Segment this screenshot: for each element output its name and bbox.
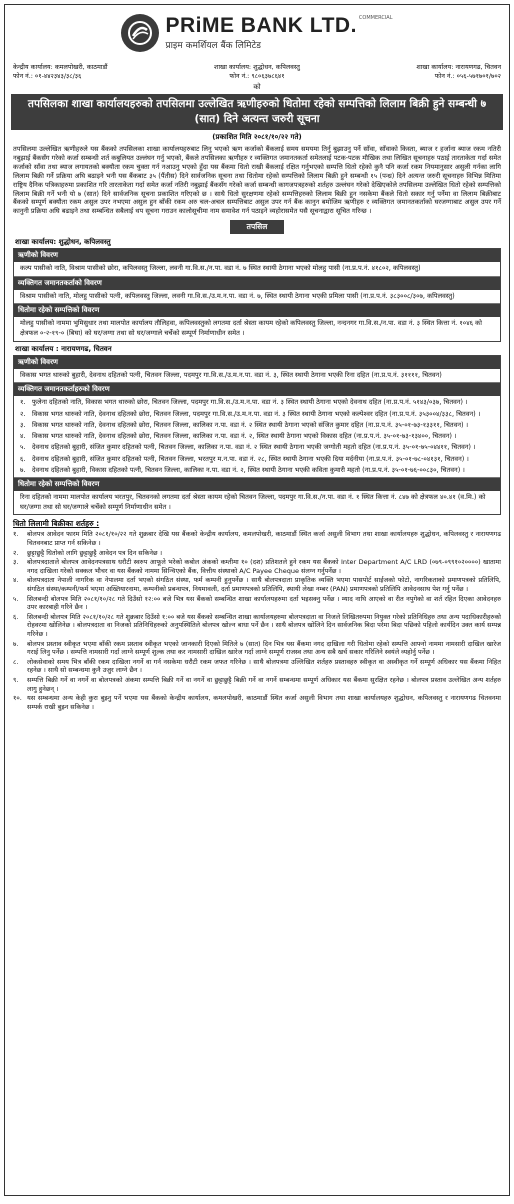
conditions-list xyxy=(5,530,509,711)
guarantor-item: ५. देवनाथ दहितको बुहारी, संजित कुमार दहितको पत्नी, चितवन जिल्ला, कालिका न.पा. वडा नं. २ स्थित स्थायी ठेगाना भएकी जग्गोती महतो दहित (ना.प्र.प.नं. ३५-०१-७५-०४४११, चितवन) । xyxy=(20,443,476,452)
bank-header xyxy=(5,5,509,59)
branch2-guarantors xyxy=(14,396,500,478)
branch1-label: शाखा कार्यालय: शुद्धोधन, कपिलवस्तु xyxy=(15,238,111,247)
condition-item: ८. लोकसेवाको समय भित्र बाँकी रकम दाखिला नगर्ने वा गर्न नसकेमा धरौटी रकम जफत गरिनेछ । साथै बोलपत्रमा उल्लिखित शर्तहरु प्रस्तावहरु स्वीकृत वा अस्वीकृत गर्ने सम्पूर्ण अधिकार यस बैंकमा निहित रहनेछ । साथै सो सम्बन्धमा कुनै उजुर लाग्ने छैन । xyxy=(13,657,501,675)
branch1-guarantor: विश्राम पासीको नाति, मोलहु पासीको पत्नी, कपिलवस्तु जिल्ला, लवनी गा.वि.स./उ.म.न.पा. वडा नं. ७, स्थित स्थायी ठेगाना भएकी प्रमिला पासी (ना.प्र.प.नं. ३८३००८/३०७, कपिलवस्तु) xyxy=(14,290,500,305)
notice-title: तपसिलका शाखा कार्यालयहरुको तपसिलमा उल्लेखित ऋणीहरुको धितोमा रहेको सम्पत्तिको लिलाम बिक्री हुने सम्बन्धी ७ (सात) दिने अत्यन्त जरुरी सूचना xyxy=(11,94,503,130)
condition-item: ६. सिलबन्दी बोलपत्र मिति २०८१/१०/२८ गते शुक्रबार दिउँसो १:०० बजे यस बैंकको सम्बन्धित शाखा कार्यालयहरुमा बोलपत्रदाता वा निजले लिखितरुपमा नियुक्त गरेको प्रतिनिधिहरु तथा अन्य पदाधिकारीहरुको रोहवरमा खोलिनेछ । बोलपत्रदाता वा निजको प्रतिनिधिहरुको अनुपस्थितिले बोलपत्र खोल्न बाधा पर्ने छैन । साथै बोलपत्र खोलिने दिन सार्वजनिक बिदा परेमा बिदा पछिको पहिलो कार्यदिन उक्त कार्य सम्पन्न गरिनेछ । xyxy=(13,612,501,639)
condition-item: २. छुट्टाछुट्टै धितोको लागि छुट्टाछुट्टै आवेदन पत्र दिन सकिनेछ । xyxy=(13,548,163,557)
guarantor-item: १. फुलेना दहितको नाति, विकास भगत थारुको छोरा, चितवन जिल्ला, पदमपुर गा.वि.स./उ.म.न.पा. वडा नं. ३ स्थित स्थायी ठेगाना भएको देवनाथ दहित (ना.प्र.प.नं. ५१४३/०३७, चितवन) । xyxy=(20,398,468,407)
conditions-heading: धितो लिलामी बिक्रीका शर्तहरु : xyxy=(13,519,100,529)
branch2-debtor-heading: ऋणीको विवरण xyxy=(14,356,500,369)
branch1-debtor-heading: ऋणीको विवरण xyxy=(14,249,500,262)
condition-item: ३. बोलपत्रदाताले बोलपत्र आवेदनपत्रसाथ धरौटी स्वरुप आफूले भरेको कबोल अंकको कम्तीमा १० (दश) प्रतिशतले हुने रकम यस बैंकको Inter Department A/C LRD (०७९-०९९१०२००००) खातामा नगद दाखिला गरेको सक्कल भौचर वा यस बैंकको नाममा सिन्चिएको बैंक, वित्तीय संस्थाको A/C Payee Cheque संलग्न गर्नुपर्नेछ । xyxy=(13,558,501,575)
condition-item: ४. बोलपत्रदाता नेपाली नागरिक वा नेपालमा दर्ता भएको संगठित संस्था, फर्म कम्पनी हुनुपर्नेछ । साथै बोलपत्रदाता प्राकृतिक व्यक्ति भएमा पासपोर्ट साईजको फोटो, नागरिकताको प्रमाणपत्रको प्रतिलिपि, संगठित संस्था/कम्पनी/फर्म भएमा अख्तियारनामा, कम्पनीको प्रबन्धपत्र, नियमावली, दर्ता प्रमाणपत्रको प्रतिलिपि, स्थायी लेखा नम्बर (PAN) प्रमाणपत्रको प्रतिलिपि आवेदनसाथ पेश गर्नु पर्नेछ । xyxy=(13,576,501,594)
guarantor-item: ७. देवनाथ दहितको बुहारी, विकास दहितको पत्नी, चितवन जिल्ला, कालिका न.पा. वडा नं. २, स्थित स्थायी ठेगाना भएकी कविता कुमारी महतो (ना.प्र.प.नं. ३५-०१-७६-००८३०, चितवन) । xyxy=(20,466,465,474)
condition-item: ७. बोलपत्र प्रस्ताव स्वीकृत भएमा बाँकी रकम प्रस्ताव स्वीकृत भएको जानकारी दिएको मितिले ७ (सात) दिन भित्र यस बैंकमा नगद दाखिला गरी धितोमा रहेको सम्पत्ति आफ्नो नाममा नामसारी दाखिल खारेज गराई लिनु पर्नेछ । सम्पत्ति नामसारी गर्दा लाग्ने सम्पूर्ण शुल्क तथा कर नामसारी दाखिल खारेज गर्दा लाग्ने सम्पूर्ण राजस्व तथा अन्य सबै खर्च सकार गरिलिने स्वयंले व्यहोर्नु पर्नेछ । xyxy=(13,639,501,657)
office-central: केन्द्रीय कार्यालय: कमलपोखरी, काठमाडौं फोन नं.: ०१-४४२३४३/३८/३६ xyxy=(13,63,108,80)
notice-page xyxy=(4,4,510,1196)
bank-name: PRiME BANK LTD. xyxy=(165,14,357,37)
guarantor-item: ४. विकास भगत थारुको नाति, देवनाथ दहितको छोरा, चितवन जिल्ला, कालिका न.पा. वडा नं. २, स्थित स्थायी ठेगाना भएको विकास दहित (ना.प्र.प.नं. ३५-०१-७३-१३४००, चितवन) । xyxy=(20,432,457,441)
branch2-guarantors-heading: व्यक्तिगत जमानतकर्ताहरुको विवरण xyxy=(14,383,500,396)
branch2-debtor: विकास भगत थारुको बुहारी, देवनाथ दहितको पत्नी, चितवन जिल्ला, पदमपुर गा.वि.स./उ.म.न.पा. वडा नं. ३, स्थित स्थायी ठेगाना भएकी रिना दहित (ना.प्र.प.नं. ३११११, चितवन) xyxy=(14,369,500,384)
condition-item: ९. सम्पत्ति बिक्री गर्ने वा नगर्ने वा बोलपत्रको अंकमा सम्पत्ति बिक्री गर्ने वा नगर्ने वा छुट्टाछुट्टै बिक्री गर्ने वा नगर्ने सम्बन्धमा सम्पूर्ण अधिकार यस बैंकमा सुरक्षित रहनेछ । बोलपत्र प्रस्ताव उल्लेखित अन्य शर्तहरु लागु हुनेछन् । xyxy=(13,675,501,693)
office-addresses xyxy=(5,59,509,81)
intro-paragraph: तपसिलमा उल्लेखित ऋणीहरुले यस बैंकको तपसिलका शाखा कार्यालयहरुबाट लिनु भएको ऋण कर्जाको बैंकलाई समय समयमा तिर्नु बुझाउनु पर्ने साँवा, साँवाको किस्ता, ब्याज र हर्जाना ब्याज रकम नतिरी नबुझाई बैंकसँग गरेको कर्जा सम्बन्धी शर्त कबुलियत उल्लंघन गर्नु भएको, बैंकले तपसिलका ऋणीहरु र व्यक्तिगत जमानतकर्ता समेतलाई पटक-पटक मौखिक तथा लिखित सूचनाहरु पठाई तारताकेता गर्दा समेत कर्जाको साँवा तथा ब्याज लगायतको बक्यौता रकम चुक्ता गर्न नआउनु भएको हुँदा यस बैंकमा धितो राखी बैंकलाई रक्षित गर्नुभएको सम्पत्ति धितो रहेको कुनै पनि कर्जा रकम नियमानुसार असुली गर्नका लागि लिलाम बिक्री गर्ने प्रक्रिया अघि बढाइने भनी यस बैंकबाट ३५ (पैंतीस) दिने सार्वजनिक सूचना तथा धितोमा रहेको सम्पत्तिको लिलाम बिक्री हुने सम्बन्धी १५ (पन्ध्र) दिने अत्यन्त जरुरी सूचनाहरु विभिन्न मितिमा राष्ट्रिय दैनिक पत्रिकाहरुमा प्रकाशित गरि तारताकेता गर्दा समेत कर्जा नतिरी नबुझाई बैंकसँग गरेको कर्जा सम्बन्धी कागजपत्रहरुको शर्तहरु उल्लंघन गरेको देखिएकोले तपसिलमा उल्लेखित धितो रहेको सम्पत्तिको लिलाम बिक्री गर्ने भनी यो ७ (सात) दिने सार्वजनिक सूचना प्रकाशित गरिएको छ । साथै धितो सुरक्षणमा रहेको सम्पत्तिहरुको लिलाम बिक्री हुन नसकेमा बैंकले धितो सकार गर्नु पर्नेमा वा लिलाम बिक्रीबाट बैंकको सम्पूर्ण बक्यौता रकम असुल उपर नभएमा असुल हुन बाँकी रकम अरु चल-अचल सम्पत्तिबाट असुल उपर गर्न बैंक कानुन बमोजिम ऋणीहरु र व्यक्तिगत जमानतकर्ताको घरजग्गाबाट असुल उपर गर्ने कानुनी प्रक्रिया अघि बढाइने तथा सम्बन्धित सबैलाई थप सूचना गराउन कालोसूचीमा नाम समावेश गर्न पठाइने व्यहोरासमेत यसै सूचनाद्वारा सूचित गरिन्छ । xyxy=(13,145,501,216)
bank-logo-icon xyxy=(121,14,159,52)
branch1-guarantor-heading: व्यक्तिगत जमानतकर्ताको विवरण xyxy=(14,277,500,290)
branch1-collateral: मोलहु पासीको नाममा भुमिसुधार तथा मालपोत कार्यालय तौलिहवा, कपिलवस्तुको लगतमा दर्ता श्रेस्ता कायम रहेको कपिलवस्तु जिल्ला, नन्दनगर गा.वि.स./न.पा. वडा नं. ३ स्थित कित्ता नं. १०४६ को क्षेत्रफल ०-२-१९-० (बिघा) को घर/जग्गा तथा सो घर/जग्गाले चर्चेको सम्पूर्ण निर्माणाधीन समेत । xyxy=(20,319,482,338)
ko-connector: को xyxy=(253,83,261,91)
branch2-label: शाखा कार्यालय : नारायणगढ, चितवन xyxy=(15,344,112,353)
branch2-collateral-heading: धितोमा रहेको सम्पत्तिको विवरण xyxy=(14,478,500,491)
bank-name-small: COMMERCIAL xyxy=(358,15,393,21)
office-suddhodhan: शाखा कार्यालय: शुद्धोधन, कपिलवस्तु फोन नं.: ९८०६३७८६४१ xyxy=(214,63,300,80)
guarantor-item: २. विकास भगत थारुको नाति, देवनाथ दहितको छोरा, चितवन जिल्ला, पदमपुर गा.वि.स./उ.म.न.पा. वडा नं. ३ स्थित स्थायी ठेगाना भएको कल्पेश्वर दहित (ना.प्र.प.नं. ३५३००४/३३८, चितवन) । xyxy=(20,409,481,418)
publish-date: (प्रकाशित मिति २०८१/१०/२२ गते) xyxy=(212,133,302,141)
condition-item: १. बोलपत्र आवेदन फारम मिति २०८१/१०/२२ गते शुक्रबार देखि यस बैंकको केन्द्रीय कार्यालय, कमलपोखरी, काठमाडौं स्थित कर्जा असुली विभाग तथा शाखा कार्यालयहरु शुद्धोधन, कपिलवस्तु र नारायणगढ चितवनबाट प्राप्त गर्न सकिनेछ । xyxy=(13,530,501,548)
guarantor-item: ६. देवनाथ दहितको बुहारी, संजित कुमार दहितको पत्नी, चितवन जिल्ला, भरतपुर म.न.पा. वडा नं. २८, स्थित स्थायी ठेगाना भएकी दिया मर्दनीया (ना.प्र.प.नं. ३५-०१-७८-०४१३१, चितवन) । xyxy=(20,454,469,463)
condition-item: १०. यस सम्बन्धमा अन्य केही कुरा बुझ्नु पर्ने भएमा यस बैंकको केन्द्रीय कार्यालय, कमलपोखरी, काठमाडौं स्थित कर्जा असुली विभाग तथा शाखा कार्यालयहरु शुद्धोधन, कपिलवस्तु र नारायणगढ चितवनमा सम्पर्क राखी बुझ्न सकिनेछ । xyxy=(13,694,501,711)
bank-name-nepali: प्राइम कमर्शियल बैंक लिमिटेड xyxy=(165,41,261,51)
branch1-collateral-heading: धितोमा रहेको सम्पत्तिको विवरण xyxy=(14,304,500,317)
branch1-table xyxy=(13,248,501,341)
branch2-table xyxy=(13,355,501,516)
branch1-debtor: कल्प पासीको नाति, विश्राम पासीको छोरा, कपिलवस्तु जिल्ला, लवनी गा.वि.स./न.पा. वडा नं. ७ स्थित स्थायी ठेगाना भएको मोलहु पासी (ना.प्र.प.नं. ४१८०२, कपिलवस्तु) xyxy=(14,262,500,277)
office-narayangadh: शाखा कार्यालय: नारायणगढ, चितवन फोन नं.: ०५६-५७१७०१/७०२ xyxy=(416,63,501,80)
tapsil-heading: तपसिल xyxy=(230,220,284,234)
guarantor-item: ३. विकास भगत थारुको नाति, देवनाथ दहितको छोरा, चितवन जिल्ला, कालिका न.पा. वडा नं. २ स्थित स्थायी ठेगाना भएको संजित कुमार दहित (ना.प्र.प.नं. ३५-०१-७३-१३३११, चितवन) । xyxy=(20,420,469,429)
condition-item: ५. सिलबन्दी बोलपत्र मिति २०८१/१०/२८ गते दिउँसो १२:०० बजे भित्र यस बैंकको सम्बन्धित शाखा कार्यालयहरुमा दर्ता भइसक्नु पर्नेछ । म्याद नाघि आएको वा रीत नपुगेको वा शर्त रहित दिएका आवेदनहरु उपर कारबाही गरिने छैन । xyxy=(13,594,501,612)
branch2-collateral: रिना दहितको नाममा मालपोत कार्यालय भरतपुर, चितवनको लगतमा दर्ता श्रेस्ता कायम रहेको चितवन जिल्ला, पदमपुर गा.वि.स./न.पा. वडा नं. १ स्थित कित्ता नं. ८४७ को क्षेत्रफल ४०.४१ (व.मि.) को घर/जग्गा तथा सो घर/जग्गाले चर्चेको सम्पूर्ण निर्माणाधीन समेत । xyxy=(20,493,486,511)
